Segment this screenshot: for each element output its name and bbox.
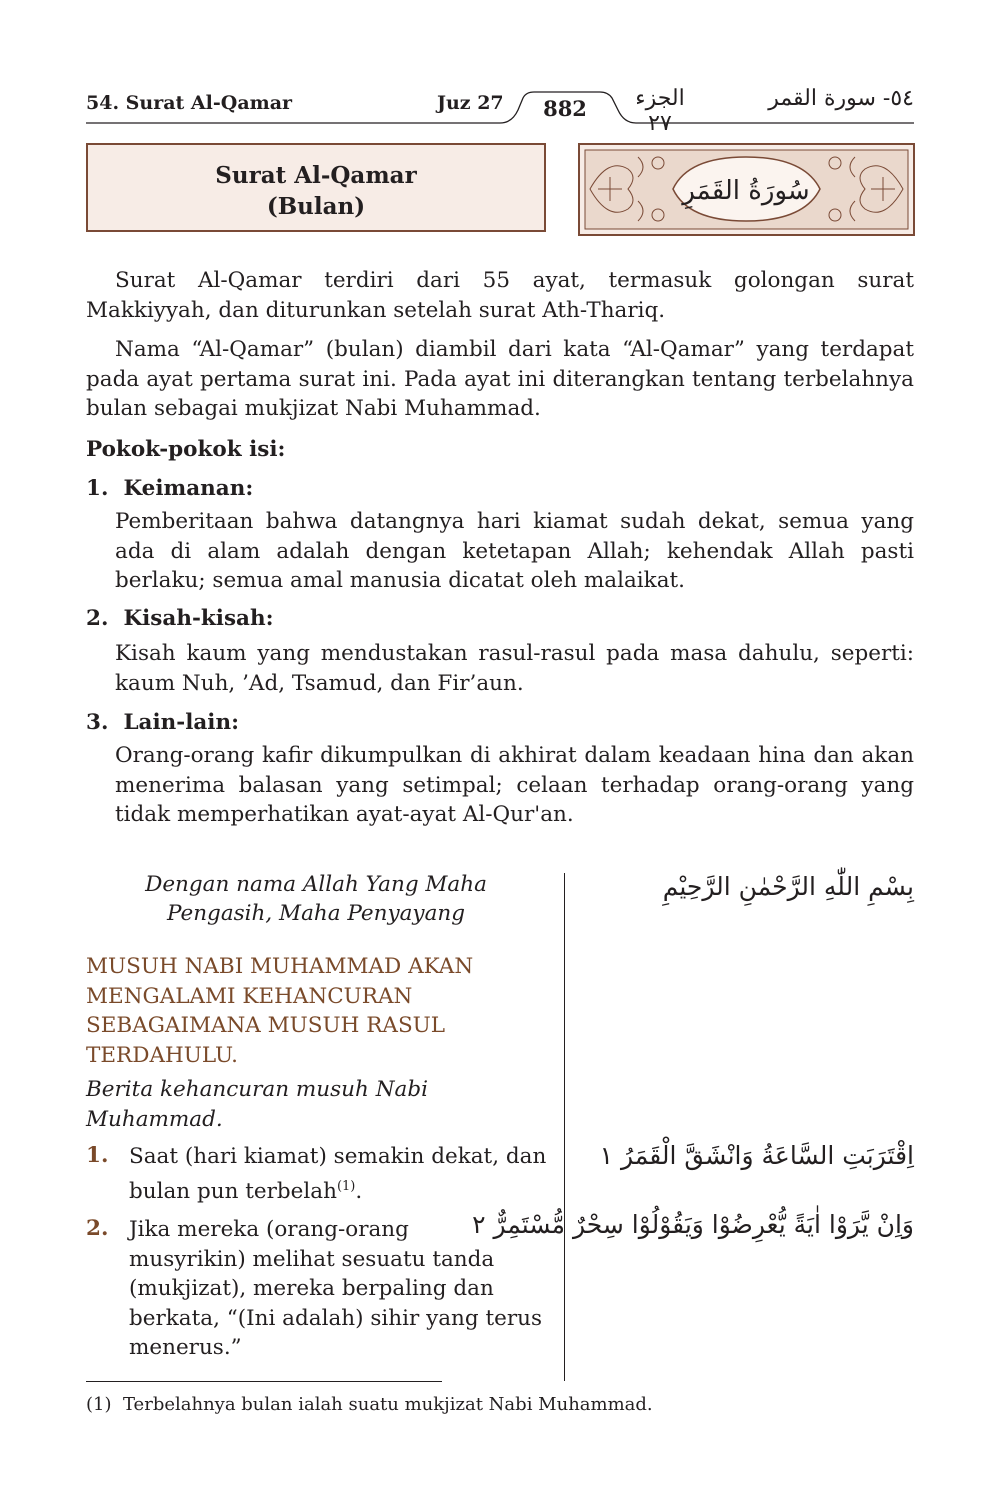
surah-title-box bbox=[86, 143, 546, 232]
contents-item-1-text: Pemberitaan bahwa datangnya hari kiamat sudah dekat, semua yang ada di alam adalah dengan ketetapan Allah; kehendak Allah pasti berlaku; semua amal manusia dicatat oleh malaikat. bbox=[115, 509, 914, 593]
arabic-title-ornament bbox=[578, 143, 915, 236]
verse-2-arabic: وَاِنْ يَّرَوْا اٰيَةً يُّعْرِضُوْا وَيَقُوْلُوْا سِحْرٌ مُّسْتَمِرٌّ ٢ bbox=[472, 1210, 914, 1239]
header-juz-arabic: الجزء ٢٧ bbox=[635, 86, 685, 136]
header-surah-label: 54. Surat Al-Qamar bbox=[86, 92, 293, 114]
contents-heading: Pokok-pokok isi: bbox=[86, 437, 286, 462]
basmalah-arabic: بِسْمِ اللّٰهِ الرَّحْمٰنِ الرَّحِيْمِ bbox=[662, 872, 914, 901]
contents-item-2-heading: 2. Kisah-kisah: bbox=[86, 606, 274, 631]
intro-paragraph-2: Nama “Al-Qamar” (bulan) diambil dari kata “Al-Qamar” yang terdapat pada ayat pertama surat ini. Pada ayat ini diterangkan tentang terbelahnya bulan sebagai mukjizat Nabi Muhammad. bbox=[86, 337, 914, 421]
basmalah-translation-line-2: Pengasih, Maha Penyayang bbox=[166, 901, 466, 926]
verse-number-1: 1. bbox=[86, 1143, 109, 1168]
header-juz-label: Juz 27 bbox=[437, 92, 504, 114]
contents-item-1-heading: 1. Keimanan: bbox=[86, 476, 254, 501]
arabic-surah-calligraphy: سُورَةُ القَمَرِ bbox=[682, 176, 810, 206]
contents-item-3-heading: 3. Lain-lain: bbox=[86, 710, 240, 735]
contents-item-3-text: Orang-orang kafir dikumpulkan di akhirat dalam keadaan hina dan akan menerima balasan yang setimpal; celaan terhadap orang-orang yang tidak memperhatikan ayat-ayat Al-Qur'an. bbox=[115, 743, 914, 827]
footnote bbox=[86, 1394, 653, 1415]
footnote-text: Terbelahnya bulan ialah suatu mukjizat Nabi Muhammad. bbox=[122, 1394, 653, 1415]
contents-item-2-text: Kisah kaum yang mendustakan rasul-rasul pada masa dahulu, seperti: kaum Nuh, ’Ad, Tsamud, dan Fir’aun. bbox=[115, 641, 914, 696]
basmalah-translation-line-1: Dengan nama Allah Yang Maha bbox=[145, 872, 487, 897]
verse-1-arabic: اِقْتَرَبَتِ السَّاعَةُ وَانْشَقَّ الْقَمَرُ ١ bbox=[599, 1141, 914, 1170]
footnote-rule bbox=[86, 1381, 442, 1382]
page-number: 882 bbox=[543, 96, 587, 121]
verse-2-translation: Jika mereka (orang-orang musyrikin) melihat sesuatu tanda (mukjizat), mereka berpaling dan berkata, “(Ini adalah) sihir yang terus menerus.” bbox=[129, 1217, 543, 1360]
footnote-marker: (1) bbox=[86, 1394, 112, 1415]
section-title: MUSUH NABI MUHAMMAD AKAN MENGALAMI KEHANCURAN SEBAGAIMANA MUSUH RASUL TERDAHULU. bbox=[86, 954, 474, 1068]
footnote-ref-1[interactable]: (1) bbox=[336, 1178, 356, 1194]
column-divider bbox=[564, 873, 565, 1381]
surah-title: Surat Al-Qamar bbox=[215, 162, 417, 189]
intro-paragraph-1: Surat Al-Qamar terdiri dari 55 ayat, termasuk golongan surat Makkiyyah, dan diturunkan setelah surat Ath-Thariq. bbox=[86, 268, 914, 323]
surah-title-meaning: (Bulan) bbox=[266, 193, 366, 220]
verse-number-2: 2. bbox=[86, 1216, 109, 1241]
section-subtitle: Berita kehancuran musuh Nabi Muhammad. bbox=[86, 1077, 428, 1132]
header-surah-arabic: ٥٤- سورة القمر bbox=[768, 86, 914, 111]
verse-1-translation: Saat (hari kiamat) semakin dekat, dan bulan pun terbelah$^{(1)}$. bbox=[129, 1144, 547, 1204]
